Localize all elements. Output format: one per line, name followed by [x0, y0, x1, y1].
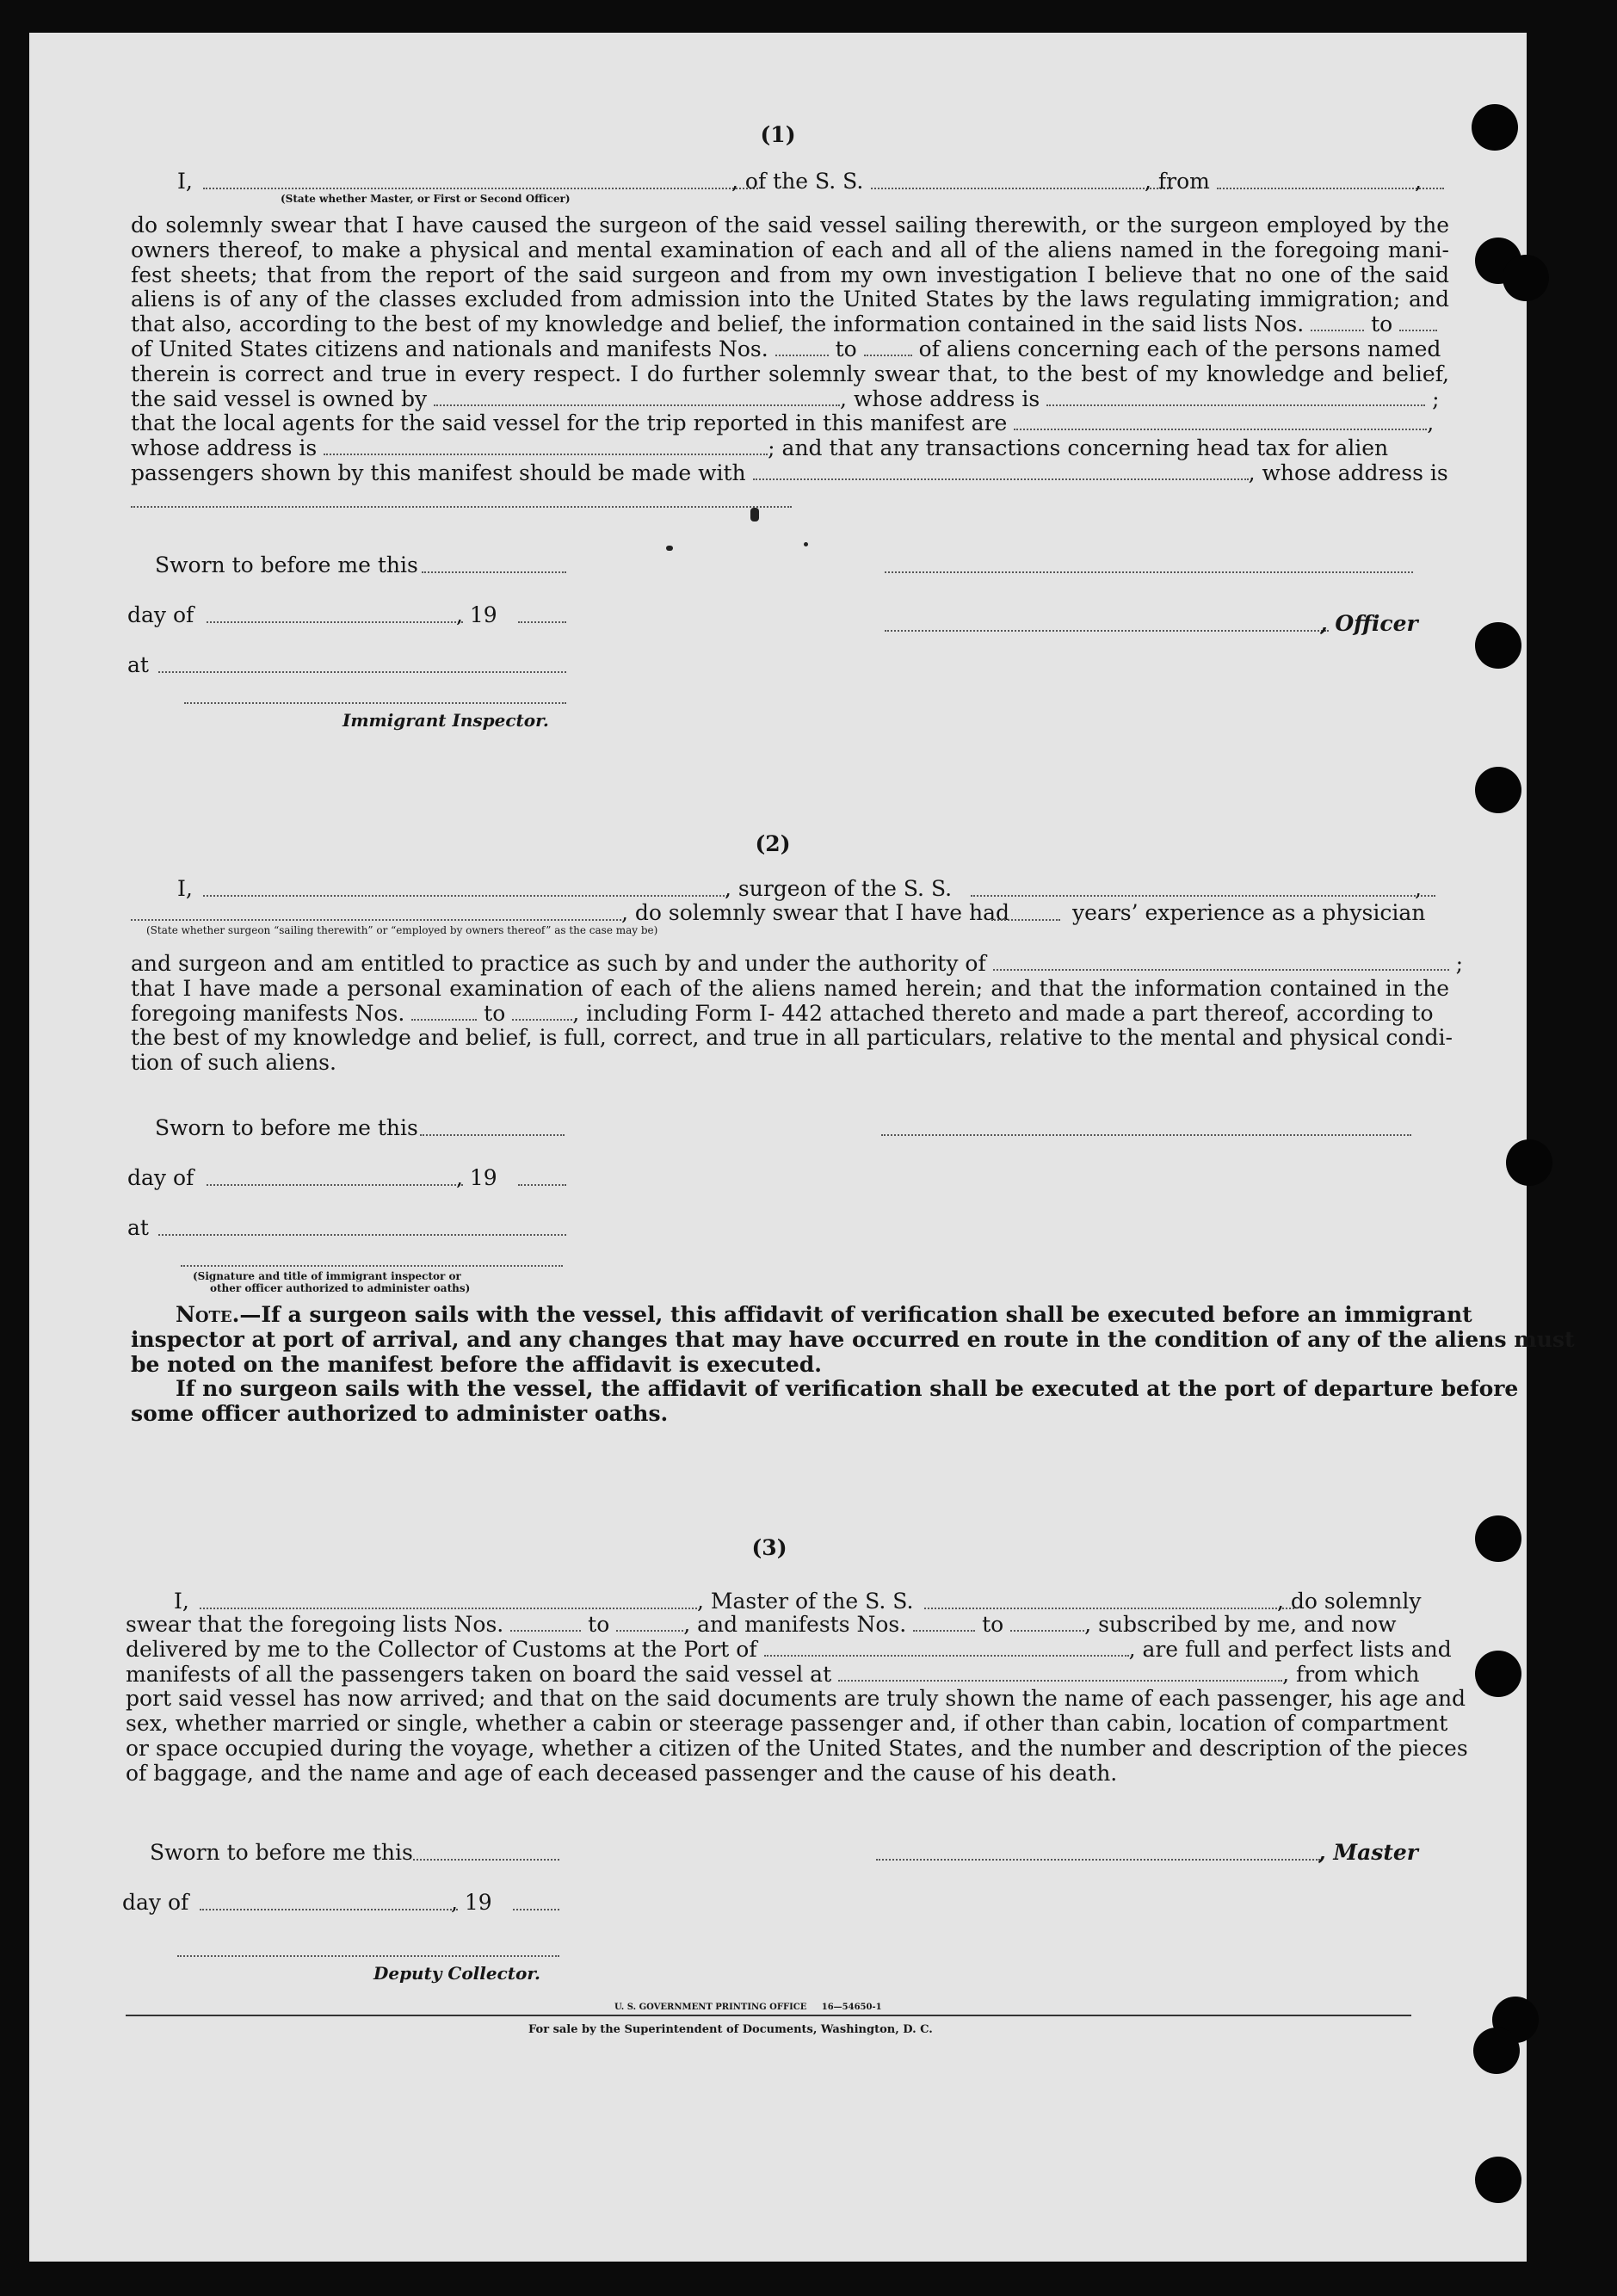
s3-text-line: of baggage, and the name and age of each deceased passenger and the cause of his death.	[126, 1760, 1118, 1786]
s3-master-name-blank[interactable]	[200, 1608, 697, 1609]
s2-note2-line: some officer authorized to administer oaths.	[131, 1401, 669, 1427]
s2-note-line: be noted on the manifest before the affidavit is executed.	[131, 1351, 822, 1377]
s3-ship-blank[interactable]	[924, 1608, 1294, 1609]
s2-i-label: I,	[177, 876, 193, 901]
s3-lists-to-blank[interactable]	[616, 1614, 683, 1632]
s1-day-blank[interactable]	[207, 621, 463, 623]
s3-l2e: , subscribed by me, and now	[1084, 1612, 1397, 1637]
s1-officer-hint: (State whether Master, or First or Second Officer)	[281, 193, 571, 205]
s1-l11b: , whose address is	[1248, 460, 1448, 485]
punch-hole	[1475, 767, 1521, 813]
s1-comma: ,	[1415, 169, 1422, 194]
s1-line5	[131, 312, 1449, 337]
s1-line10	[131, 436, 1449, 461]
s3-port-blank[interactable]	[764, 1639, 1129, 1657]
s1-manifests-from-blank[interactable]	[775, 339, 829, 356]
s2-ss-label: , surgeon of the S. S.	[725, 876, 953, 901]
form-sheet	[29, 33, 1575, 2262]
s1-agents-blank[interactable]	[1014, 413, 1427, 430]
s2-line3	[131, 951, 1464, 977]
punch-hole	[1473, 2028, 1520, 2074]
s3-sworn-label: Sworn to before me this	[150, 1840, 413, 1865]
s3-l3b: , are full and perfect lists and	[1128, 1636, 1452, 1662]
s3-l2d: to	[982, 1612, 1004, 1637]
ink-speck	[750, 508, 759, 522]
s1-inspector-signature-blank[interactable]	[184, 702, 566, 704]
s3-line4	[126, 1663, 1447, 1688]
s3-master-signature-blank[interactable]	[876, 1859, 1320, 1861]
section3-heading: (3)	[751, 1535, 787, 1560]
s1-text-line: do solemnly swear that I have caused the surgeon of the said vessel sailing therewith, or the surgeon employed by the	[131, 213, 1449, 238]
s3-year-blank[interactable]	[513, 1909, 559, 1910]
s1-from-label: , from	[1145, 169, 1210, 194]
s1-officer-signature-blank[interactable]	[885, 630, 1329, 632]
s3-solemnly-label: , do solemnly	[1277, 1589, 1422, 1614]
s2-note-line: inspector at port of arrival, and any changes that may have occurred en route in the condition of any of the aliens must	[131, 1326, 1575, 1352]
s1-at-blank[interactable]	[158, 671, 566, 673]
s3-text-line: sex, whether married or single, whether a cabin or steerage passenger and, if other than cabin, location of compartment	[126, 1711, 1448, 1737]
s1-at-label: at	[127, 652, 149, 677]
s1-from-blank[interactable]	[1217, 188, 1444, 189]
s3-l3a: delivered by me to the Collector of Customs at the Port of	[126, 1636, 757, 1662]
s2-l5c: , including Form I- 442 attached thereto and made a part thereof, according to	[572, 1000, 1434, 1026]
punch-hole	[1506, 1139, 1552, 1186]
s1-l10a: whose address is	[131, 435, 318, 461]
s1-line6	[131, 337, 1449, 362]
s1-text-line: aliens is of any of the classes excluded from admission into the United States by the laws regulating immigration; and	[131, 287, 1449, 312]
s2-surgeon-signature-blank[interactable]	[881, 1134, 1411, 1136]
ink-speck	[804, 542, 808, 546]
s1-i-label: I,	[177, 169, 193, 194]
s2-surgeon-name-blank[interactable]	[203, 895, 728, 897]
s3-day-blank[interactable]	[200, 1909, 458, 1910]
s1-paragraph	[131, 213, 1449, 486]
section2-heading: (2)	[755, 831, 791, 856]
s2-note2-line: If no surgeon sails with the vessel, the affidavit of verification shall be executed at the port of departure before	[176, 1376, 1519, 1402]
s1-ship-blank[interactable]	[871, 188, 1172, 189]
s1-l10b: ; and that any transactions concerning head tax for alien	[768, 435, 1389, 461]
s2-sworn-blank[interactable]	[420, 1134, 565, 1136]
s3-line3	[126, 1636, 1452, 1663]
s2-text-line: tion of such aliens.	[131, 1050, 336, 1076]
s3-year-label: , 19	[451, 1890, 492, 1915]
s1-lists-from-blank[interactable]	[1311, 314, 1364, 331]
s2-ship-blank[interactable]	[971, 895, 1435, 897]
punch-hole	[1475, 1515, 1521, 1562]
s2-l5a: foregoing manifests Nos.	[131, 1000, 405, 1026]
sale-notice: For sale by the Superintendent of Documents, Washington, D. C.	[528, 2023, 933, 2036]
s1-inspector-label: Immigrant Inspector.	[343, 710, 549, 731]
s3-ss-label: , Master of the S. S.	[697, 1589, 914, 1614]
s2-note-label: Note.	[176, 1302, 240, 1327]
ink-speck	[666, 546, 673, 551]
s2-at-blank[interactable]	[158, 1234, 566, 1236]
s3-line2	[126, 1613, 1447, 1638]
s1-text-line: fest sheets; that from the report of the said surgeon and from my own investigation I believe that no one of the said	[131, 262, 1449, 287]
s3-boarded-at-blank[interactable]	[838, 1664, 1282, 1682]
s1-l8a: the said vessel is owned by	[131, 386, 428, 411]
punch-hole	[1475, 2157, 1521, 2203]
punch-hole	[1475, 622, 1521, 669]
s2-paragraph	[131, 951, 1464, 1076]
punch-hole	[1503, 255, 1549, 301]
s1-sworn-label: Sworn to before me this	[155, 552, 418, 577]
s1-l8b: , whose address is	[840, 386, 1040, 411]
s1-agents-address-blank[interactable]	[324, 438, 768, 455]
s1-l6c: of aliens concerning each of the persons named	[918, 336, 1441, 361]
s2-years-label: years’ experience as a physician	[1072, 900, 1426, 925]
s3-text-line: port said vessel has now arrived; and that on the said documents are truly shown the name of each passenger, his age and	[126, 1686, 1466, 1712]
s3-deputy-signature-blank[interactable]	[177, 1955, 559, 1957]
s1-owner-address-blank[interactable]	[1046, 389, 1425, 406]
s2-year-label: , 19	[456, 1165, 497, 1190]
s3-deputy-label: Deputy Collector.	[373, 1963, 541, 1984]
s3-i-label: I,	[174, 1589, 189, 1614]
s2-l3a: and surgeon and am entitled to practice as such by and under the authority of	[131, 951, 986, 976]
s1-line11	[131, 461, 1449, 486]
s3-l2b: to	[588, 1612, 610, 1637]
s2-day-blank[interactable]	[207, 1184, 463, 1186]
punch-hole	[1472, 104, 1518, 151]
s2-note-line1	[131, 1302, 1472, 1328]
s2-manifests-from-blank[interactable]	[411, 1003, 477, 1021]
s2-sworn-label: Sworn to before me this	[155, 1115, 418, 1140]
s1-l6b: to	[835, 336, 857, 361]
s1-year-blank[interactable]	[518, 621, 566, 623]
s2-sig-hint-2: other officer authorized to administer oaths)	[210, 1282, 471, 1294]
s1-l11a: passengers shown by this manifest should be made with	[131, 460, 746, 485]
s3-sworn-blank[interactable]	[413, 1859, 559, 1861]
s3-lists-from-blank[interactable]	[510, 1614, 581, 1632]
s1-headtax-blank[interactable]	[753, 463, 1249, 480]
s2-day-label: day of	[127, 1165, 194, 1190]
s1-officer-blank[interactable]	[203, 188, 758, 189]
s1-headtax-address-blank[interactable]	[131, 506, 792, 508]
s1-l6a: of United States citizens and nationals and manifests Nos.	[131, 336, 768, 361]
s2-line5	[131, 1002, 1449, 1027]
s1-manifests-to-blank[interactable]	[864, 339, 912, 356]
s1-year-label: , 19	[456, 602, 497, 627]
s1-officer-label: , Officer	[1320, 611, 1418, 636]
s1-l8c: ;	[1432, 386, 1440, 411]
s1-day-label: day of	[127, 602, 194, 627]
s2-note	[131, 1302, 1575, 1427]
s3-text-line: or space occupied during the voyage, whether a citizen of the United States, and the number and description of the pieces	[126, 1735, 1468, 1761]
footer-rule	[126, 2015, 1411, 2016]
section1-heading: (1)	[760, 122, 796, 147]
s2-year-blank[interactable]	[518, 1184, 566, 1186]
s2-l5b: to	[484, 1000, 506, 1026]
s1-lists-to-blank[interactable]	[1399, 314, 1437, 331]
s2-surgeon-hint: (State whether surgeon “sailing therewith” or “employed by owners thereof” as the case may be)	[146, 924, 658, 936]
s1-line9	[131, 411, 1449, 436]
s1-line8	[131, 387, 1449, 412]
gpo-imprint: U. S. GOVERNMENT PRINTING OFFICE 16—54650-1	[614, 2003, 882, 2012]
s2-years-blank[interactable]	[991, 919, 1060, 921]
s2-note-text: —If a surgeon sails with the vessel, this affidavit of verification shall be executed before an immigrant	[239, 1302, 1472, 1327]
s1-l5a: that also, according to the best of my knowledge and belief, the information contained in the said lists Nos.	[131, 312, 1305, 337]
s1-l9a: that the local agents for the said vessel for the trip reported in this manifest are	[131, 410, 1008, 436]
punch-hole	[1475, 1651, 1521, 1697]
s2-inspector-signature-blank[interactable]	[181, 1265, 563, 1267]
s2-swear-label: , do solemnly swear that I have had	[621, 900, 1010, 925]
s2-text-line: the best of my knowledge and belief, is full, correct, and true in all particulars, relative to the mental and physical condi-	[131, 1025, 1453, 1051]
s2-at-label: at	[127, 1215, 149, 1240]
s1-text-line: therein is correct and true in every respect. I do further solemnly swear that, to the best of my knowledge and belief,	[131, 361, 1449, 386]
s1-text-line: owners thereof, to make a physical and mental examination of each and all of the aliens named in the foregoing mani-	[131, 237, 1449, 262]
s3-master-label: , Master	[1318, 1840, 1418, 1865]
s2-manifests-to-blank[interactable]	[512, 1003, 572, 1021]
s3-l2a: swear that the foregoing lists Nos.	[126, 1612, 504, 1637]
s2-l3b: ;	[1455, 951, 1464, 976]
s1-ss-label: , of the S. S.	[731, 169, 864, 194]
s1-master-signature-blank[interactable]	[885, 571, 1413, 573]
s2-comma: ,	[1415, 876, 1422, 901]
s3-paragraph	[126, 1612, 1468, 1787]
s3-l4b: , from which	[1282, 1661, 1420, 1687]
s3-l2c: , and manifests Nos.	[683, 1612, 907, 1637]
s2-text-line: that I have made a personal examination of each of the aliens named herein; and that the information contained in the	[131, 975, 1449, 1001]
s3-day-label: day of	[122, 1890, 189, 1915]
s2-surgeon-status-blank[interactable]	[131, 919, 621, 921]
s2-authority-blank[interactable]	[993, 954, 1449, 971]
s2-sig-hint-1: (Signature and title of immigrant inspector or	[193, 1270, 461, 1282]
s3-manifests-to-blank[interactable]	[1010, 1614, 1084, 1632]
s1-l9b: ,	[1427, 410, 1435, 436]
s1-sworn-blank[interactable]	[422, 571, 566, 573]
s3-l4a: manifests of all the passengers taken on board the said vessel at	[126, 1661, 832, 1687]
s3-manifests-from-blank[interactable]	[913, 1614, 975, 1632]
s1-owner-blank[interactable]	[434, 389, 840, 406]
s1-l5b: to	[1371, 312, 1393, 337]
